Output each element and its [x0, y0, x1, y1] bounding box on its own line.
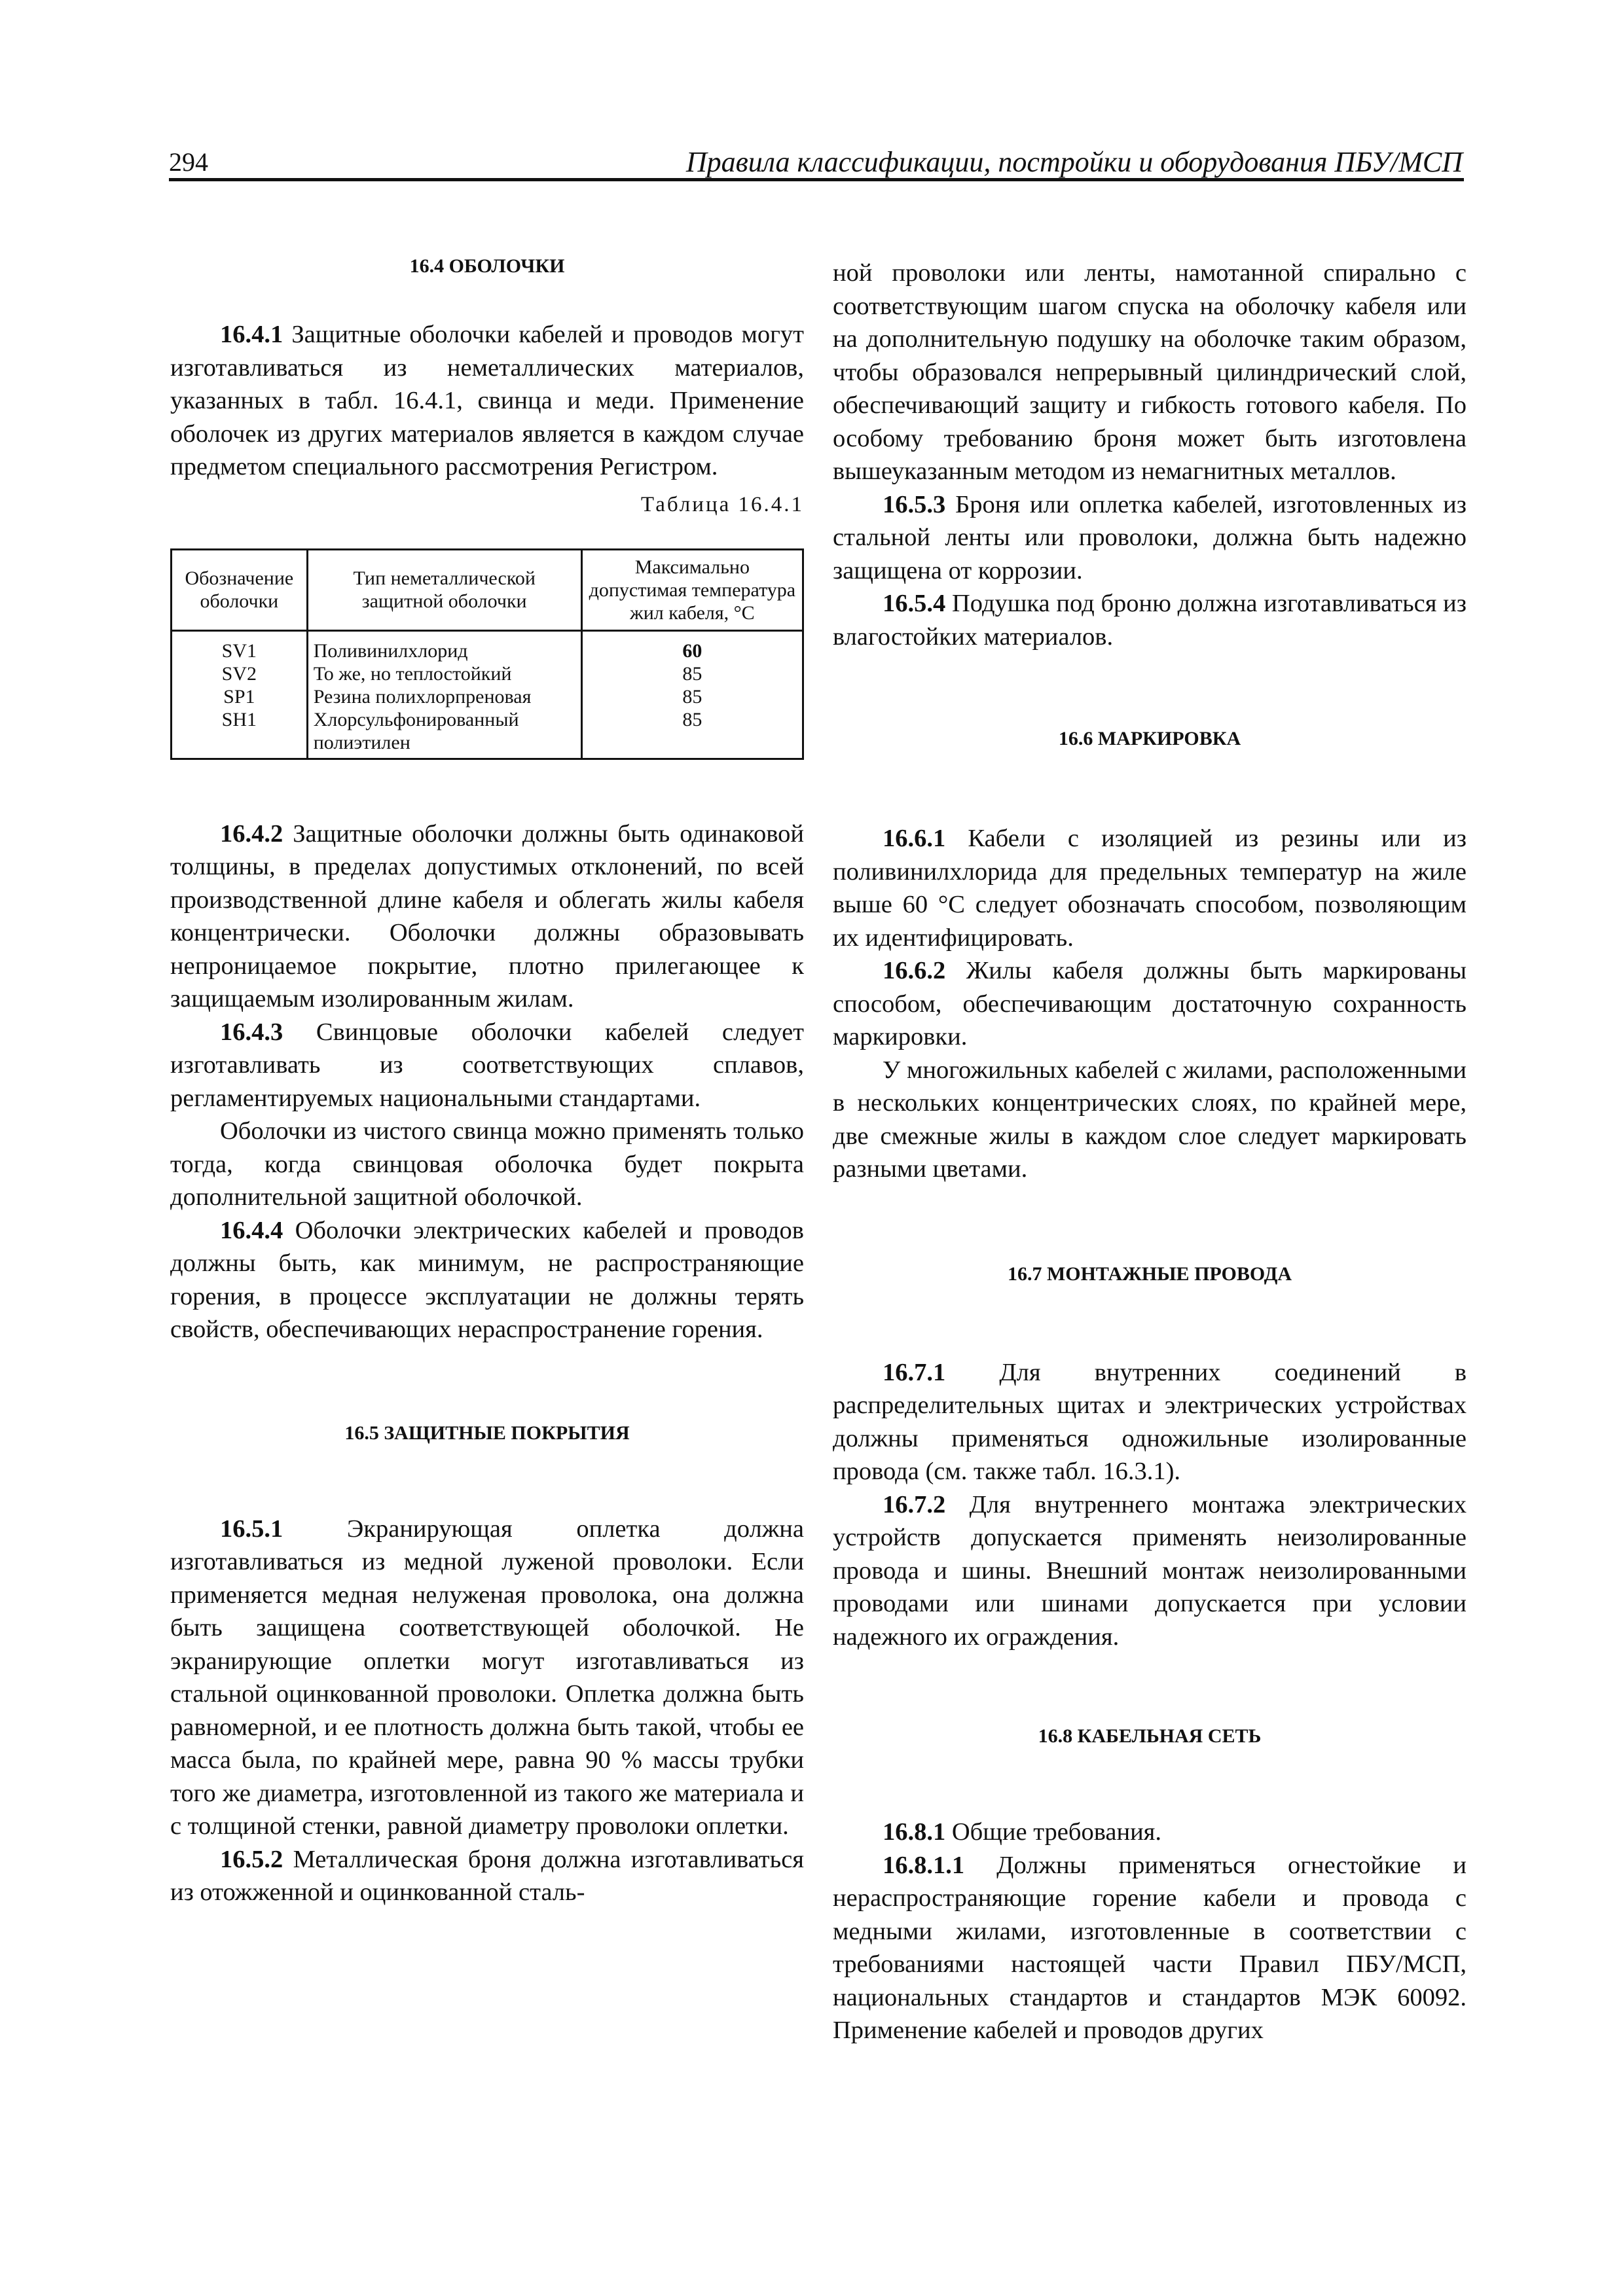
table-cell: SH1 — [172, 708, 308, 759]
clause-number: 16.8.1.1 — [883, 1851, 965, 1879]
paragraph-16-4-4 — [170, 1214, 804, 1346]
right-column — [833, 257, 1467, 2047]
paragraph-text: Защитные оболочки кабелей и проводов могут изготавливаться из неметаллических материалов, указанных в табл. 16.4.1, свинца и меди. Применение оболочек из других материалов является в каждом случае предметом специального рассмотрения Регистром. — [170, 321, 804, 480]
paragraph-16-5-2 — [170, 1843, 804, 1909]
clause-number: 16.4.4 — [220, 1216, 283, 1244]
paragraph-16-8-1 — [833, 1816, 1467, 1849]
section-heading-16-8: 16.8 КАБЕЛЬНАЯ СЕТЬ — [1038, 1725, 1262, 1747]
paragraph-16-4-2 — [170, 817, 804, 1016]
table-header-cell: Максимально допустимая температура жил кабеля, °С — [581, 549, 803, 630]
clause-number: 16.5.3 — [883, 490, 946, 518]
paragraph-16-6-2-cont: У многожильных кабелей с жилами, расположенными в нескольких концентрических слоях, по крайней мере, две смежные жилы в каждом слое следует маркировать разными цветами. — [833, 1056, 1467, 1183]
table-cell: 85 — [581, 662, 803, 685]
clause-number: 16.5.4 — [883, 590, 946, 617]
paragraph-text: Жилы кабеля должны быть маркированы способом, обеспечивающим достаточную сохранность маркировки. — [833, 957, 1467, 1050]
paragraph-text: Общие требования. — [945, 1818, 1162, 1846]
table-cell: Хлорсульфонированный полиэтилен — [307, 708, 581, 759]
section-heading-16-4: 16.4 ОБОЛОЧКИ — [409, 255, 565, 277]
table-row — [172, 630, 803, 662]
paragraph-16-6-2 — [833, 954, 1467, 1054]
clause-number: 16.6.2 — [883, 957, 946, 984]
table-cell: То же, но теплостойкий — [307, 662, 581, 685]
paragraph-text: Экранирующая оплетка должна изготавливаться из медной луженой проволоки. Если применяется медная нелуженая проволока, она должна быть защищена соответствующей оболочкой. Не экранирующие оплетки могут изготавливаться из стальной оцинкованной проволоки. Оплетка должна быть равномерной, и ее плотность должна быть такой, чтобы ее масса была, по крайней мере, равна 90 % массы трубки того же диаметра, изготовленной из такого же материала и с толщиной стенки, равной диаметру проволоки оплетки. — [170, 1515, 804, 1840]
table-header-cell: Тип неметаллической защитной оболочки — [307, 549, 581, 630]
table-cell: 85 — [581, 685, 803, 708]
clause-number: 16.4.2 — [220, 819, 283, 848]
clause-number: 16.8.1 — [883, 1818, 946, 1846]
section-heading-16-5: 16.5 ЗАЩИТНЫЕ ПОКРЫТИЯ — [344, 1422, 630, 1444]
clause-number: 16.5.1 — [220, 1515, 283, 1543]
paragraph-16-7-2 — [833, 1488, 1467, 1654]
left-column — [170, 255, 804, 1909]
paragraph-16-7-1 — [833, 1356, 1467, 1488]
clause-number: 16.6.1 — [883, 825, 946, 852]
table-cell: Резина полихлорпреновая — [307, 685, 581, 708]
clause-number: 16.7.1 — [883, 1358, 946, 1386]
paragraph-16-4-3 — [170, 1016, 804, 1115]
paragraph-text: Броня или оплетка кабелей, изготовленных из стальной ленты или проволоки, должна быть надежно защищена от коррозии. — [833, 490, 1467, 584]
page-number: 294 — [169, 147, 208, 177]
running-title: Правила классификации, постройки и оборудования ПБУ/МСП — [685, 146, 1463, 178]
paragraph-text: Должны применяться огнестойкие и нераспространяющие горение кабели и провода с медными жилами, изготовленные в соответствии с требованиями настоящей части Правил ПБУ/МСП, национальных стандартов и стандартов МЭК 60092. Применение кабелей и проводов других — [833, 1851, 1467, 2044]
paragraph-16-5-2-cont: ной проволоки или ленты, намотанной спирально с соответствующим шагом спуска на оболочку кабеля или на дополнительную подушку на оболочке таким образом, чтобы образовался непрерывный цилиндрический слой, обеспечивающий защиту и гибкость готового кабеля. По особому требованию броня может быть изготовлена вышеуказанным методом из немагнитных металлов. — [833, 259, 1467, 485]
table-cell: SP1 — [172, 685, 308, 708]
paragraph-text: Защитные оболочки должны быть одинаковой толщины, в пределах допустимых отклонений, по всей производственной длине кабеля и облегать жилы кабеля концентрически. Оболочки должны образовывать непроницаемое покрытие, плотно прилегающее к защищаемым изолированным жилам. — [170, 819, 804, 1013]
table-cell: SV2 — [172, 662, 308, 685]
paragraph-text: Подушка под броню должна изготавливаться из влагостойких материалов. — [833, 590, 1467, 651]
table-caption: Таблица 16.4.1 — [640, 492, 804, 516]
table-row — [172, 708, 803, 759]
clause-number: 16.4.3 — [220, 1018, 283, 1046]
clause-number: 16.4.1 — [220, 321, 283, 348]
paragraph-16-4-1 — [170, 318, 804, 484]
paragraph-text: Для внутренних соединений в распределительных щитах и электрических устройствах должны применяться одножильные изолированные провода (см. также табл. 16.3.1). — [833, 1358, 1467, 1485]
paragraph-16-8-1-1 — [833, 1849, 1467, 2047]
sheath-table — [170, 548, 804, 760]
paragraph-text: Свинцовые оболочки кабелей следует изготавливать из соответствующих сплавов, регламентируемых национальными стандартами. — [170, 1018, 804, 1112]
table-cell: 60 — [581, 630, 803, 662]
paragraph-text: Для внутреннего монтажа электрических устройств допускается применять неизолированные провода и шины. Внешний монтаж неизолированными проводами или шинами допускается при условии надежного их ограждения. — [833, 1490, 1467, 1651]
table-row — [172, 685, 803, 708]
paragraph-16-4-3-cont: Оболочки из чистого свинца можно применять только тогда, когда свинцовая оболочка будет покрыта дополнительной защитной оболочкой. — [170, 1117, 804, 1211]
paragraph-text: Оболочки электрических кабелей и проводов должны быть, как минимум, не распространяющие горения, в процессе эксплуатации не должны терять свойств, обеспечивающих нераспространение горения. — [170, 1216, 804, 1343]
table-cell: Поливинилхлорид — [307, 630, 581, 662]
clause-number: 16.7.2 — [883, 1490, 946, 1518]
paragraph-16-5-1 — [170, 1513, 804, 1843]
table-cell: 85 — [581, 708, 803, 759]
paragraph-text: Кабели с изоляцией из резины или из поливинилхлорида для предельных температур на жиле выше 60 °С следует обозначать способом, позволяющим их идентифицировать. — [833, 825, 1467, 952]
table-header-cell: Обозначение оболочки — [172, 549, 308, 630]
table-row — [172, 662, 803, 685]
paragraph-16-6-1 — [833, 822, 1467, 954]
table-header-row — [172, 549, 803, 630]
header-rule — [169, 178, 1464, 181]
paragraph-16-5-4 — [833, 587, 1467, 653]
paragraph-16-5-3 — [833, 488, 1467, 588]
paragraph-text: Металлическая броня должна изготавливаться из отожженной и оцинкованной сталь- — [170, 1845, 804, 1906]
clause-number: 16.5.2 — [220, 1845, 283, 1873]
section-heading-16-7: 16.7 МОНТАЖНЫЕ ПРОВОДА — [1007, 1263, 1292, 1285]
table-cell: SV1 — [172, 630, 308, 662]
section-heading-16-6: 16.6 МАРКИРОВКА — [1058, 728, 1241, 749]
